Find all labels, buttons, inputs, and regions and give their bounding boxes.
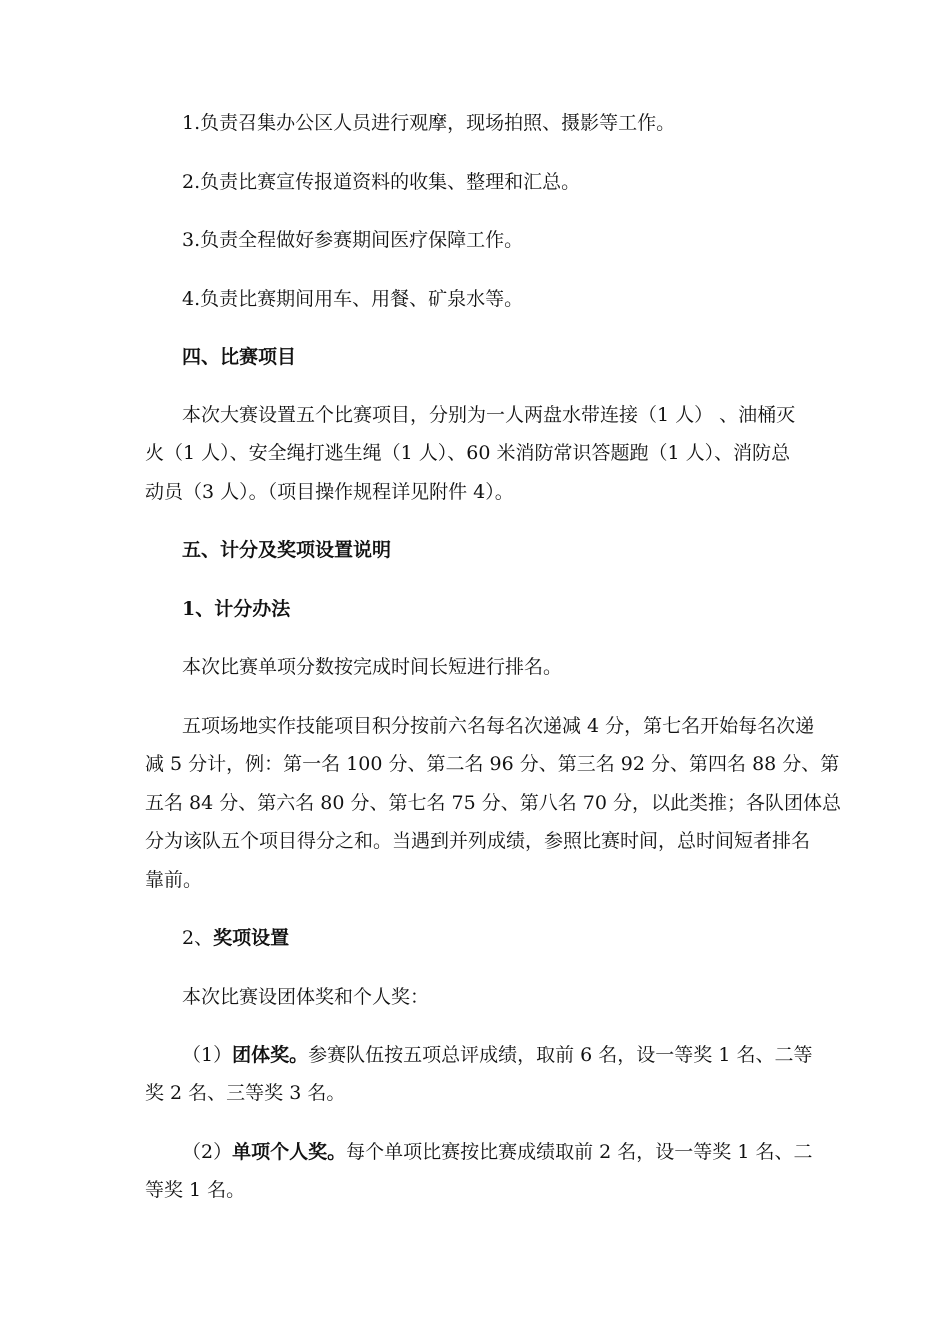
individual-award-prefix: （2） xyxy=(182,1141,233,1163)
duty-item-4: 4.负责比赛期间用车、用餐、矿泉水等。 xyxy=(182,288,524,310)
scoring-paragraph-2-line-2: 减 5 分计，例：第一名 100 分、第二名 96 分、第三名 92 分、第四名 88 分、第 xyxy=(145,753,840,775)
duty-item-2: 2.负责比赛宣传报道资料的收集、整理和汇总。 xyxy=(182,171,581,193)
individual-award-text: 每个单项比赛按比赛成绩取前 2 名，设一等奖 1 名、二 xyxy=(346,1141,813,1163)
individual-award-title: 单项个人奖。 xyxy=(232,1141,347,1163)
individual-award-line-2: 等奖 1 名。 xyxy=(145,1179,246,1201)
scoring-paragraph-2-line-5: 靠前。 xyxy=(145,869,203,891)
scoring-paragraph-1: 本次比赛单项分数按完成时间长短进行排名。 xyxy=(182,656,563,678)
award-heading-number: 2、 xyxy=(182,927,214,949)
team-award-line-1 xyxy=(182,1043,812,1067)
subheading-scoring-method: 1、计分办法 xyxy=(182,598,291,620)
subheading-award-settings xyxy=(182,926,289,950)
award-intro: 本次比赛设团体奖和个人奖： xyxy=(182,986,430,1008)
events-paragraph-line-2: 火（1 人）、安全绳打逃生绳（1 人）、60 米消防常识答题跑（1 人）、消防总 xyxy=(145,442,791,464)
team-award-line-2: 奖 2 名、三等奖 3 名。 xyxy=(145,1082,346,1104)
individual-award-line-1 xyxy=(182,1140,812,1164)
team-award-title: 团体奖。 xyxy=(232,1044,309,1066)
scoring-paragraph-2-line-3: 五名 84 分、第六名 80 分、第七名 75 分、第八名 70 分，以此类推；各队团体总 xyxy=(145,792,842,814)
section-heading-competition-events: 四、比赛项目 xyxy=(182,346,297,368)
award-heading-text: 奖项设置 xyxy=(213,927,290,949)
events-paragraph-line-1: 本次大赛设置五个比赛项目，分别为一人两盘水带连接（1 人） 、油桶灭 xyxy=(182,404,796,426)
duty-item-1: 1.负责召集办公区人员进行观摩，现场拍照、摄影等工作。 xyxy=(182,112,676,134)
scoring-paragraph-2-line-4: 分为该队五个项目得分之和。当遇到并列成绩，参照比赛时间，总时间短者排名 xyxy=(145,830,811,852)
team-award-text: 参赛队伍按五项总评成绩，取前 6 名，设一等奖 1 名、二等 xyxy=(308,1044,813,1066)
team-award-prefix: （1） xyxy=(182,1044,233,1066)
events-paragraph-line-3: 动员（3 人）。（项目操作规程详见附件 4）。 xyxy=(145,481,514,503)
duty-item-3: 3.负责全程做好参赛期间医疗保障工作。 xyxy=(182,229,524,251)
section-heading-scoring-awards: 五、计分及奖项设置说明 xyxy=(182,539,392,561)
scoring-paragraph-2-line-1: 五项场地实作技能项目积分按前六名每名次递减 4 分，第七名开始每名次递 xyxy=(182,715,815,737)
